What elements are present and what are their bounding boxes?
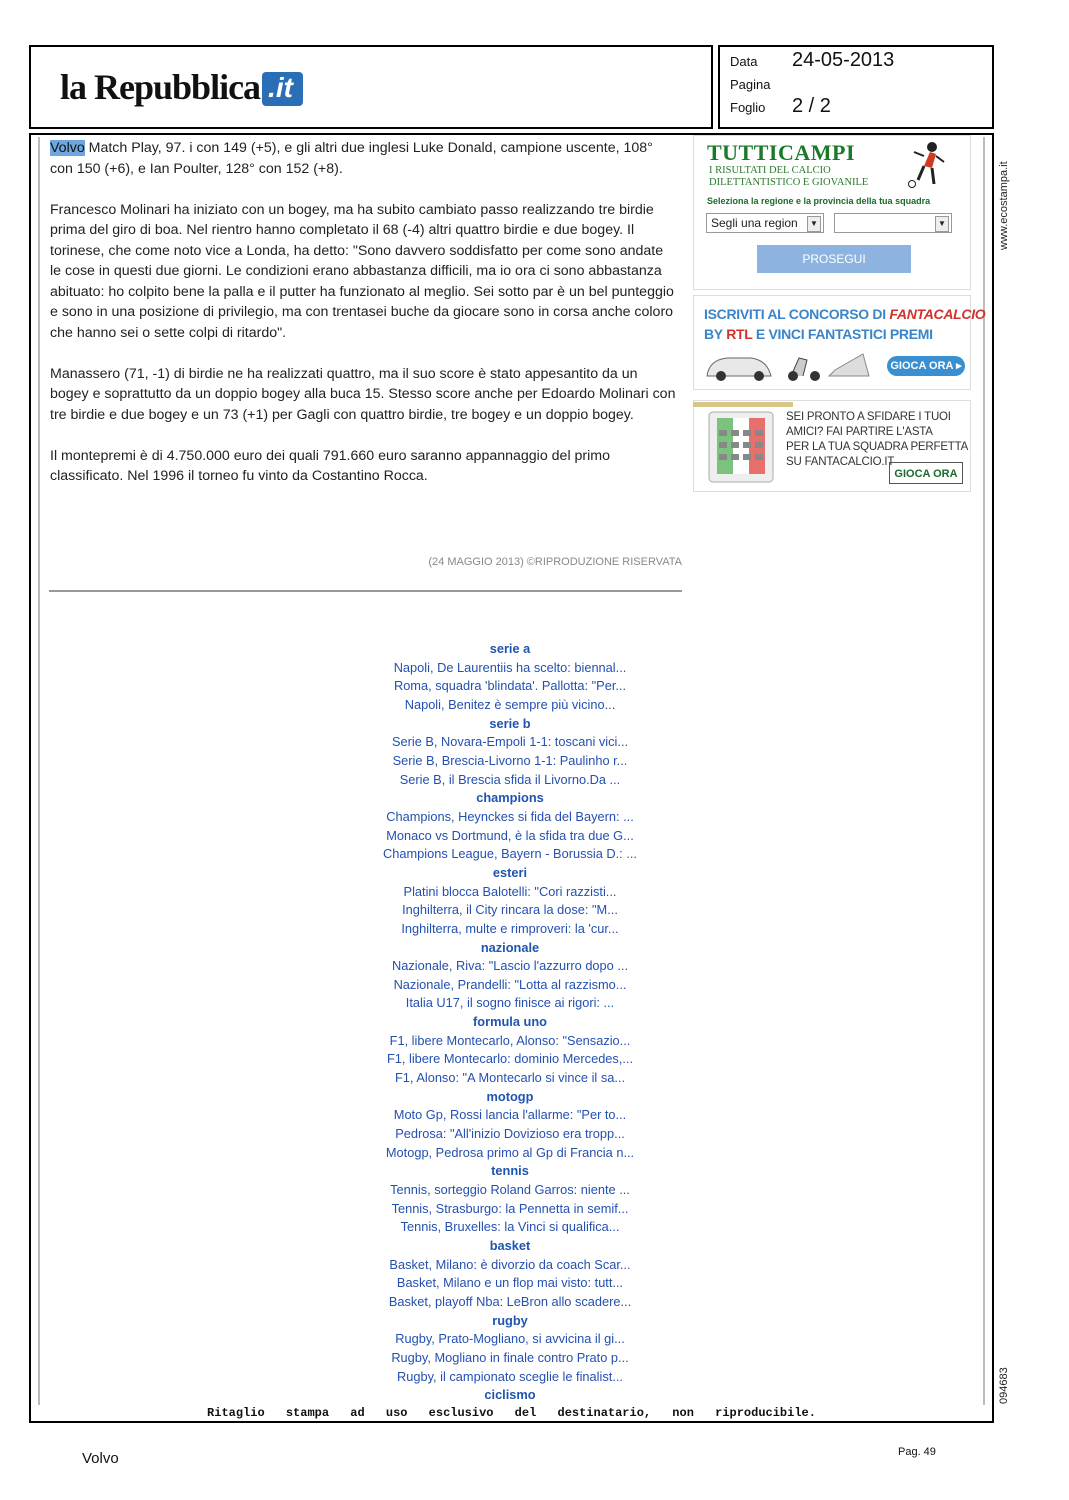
fantacalcio-line1: ISCRIVITI AL CONCORSO DI — [704, 306, 890, 322]
news-link[interactable]: Serie B, Novara-Empoli 1-1: toscani vici... — [391, 734, 629, 750]
section-heading[interactable]: rugby — [492, 1312, 528, 1328]
news-link[interactable]: Italia U17, il sogno finisce ai rigori: ... — [405, 995, 615, 1011]
news-link[interactable]: Basket, Milano e un flop mai visto: tutt... — [396, 1275, 624, 1291]
section-heading[interactable]: champions — [476, 790, 544, 806]
asta-ad-line: SU FANTACALCIO.IT — [786, 456, 895, 468]
news-link[interactable]: Champions, Heynckes si fida del Bayern: ... — [386, 808, 634, 824]
news-link[interactable]: F1, Alonso: "A Montecarlo si vince il sa... — [394, 1070, 625, 1086]
news-link[interactable]: Monaco vs Dortmund, è la sfida tra due G... — [386, 827, 634, 843]
section-heading[interactable]: motogp — [486, 1088, 534, 1104]
province-select[interactable] — [834, 213, 952, 233]
news-link[interactable]: Rugby, Prato-Mogliano, si avvicina il gi... — [395, 1331, 625, 1347]
news-link[interactable]: Basket, playoff Nba: LeBron allo scadere... — [388, 1293, 632, 1309]
news-link[interactable]: Serie B, Brescia-Livorno 1-1: Paulinho r... — [392, 752, 628, 768]
chevron-down-icon: ▼ — [807, 216, 821, 232]
chevron-down-icon: ▼ — [935, 216, 949, 232]
asta-ad-line: PER LA TUA SQUADRA PERFETTA — [786, 441, 969, 453]
clipping-code: 094683 — [998, 1367, 1010, 1404]
fantacalcio-brand: FANTACALCIO — [889, 306, 986, 322]
gioca-ora-button[interactable]: GIOCA ORA ▸ — [887, 356, 965, 376]
inner-border-left — [38, 137, 40, 1405]
article-paragraph-1 — [50, 138, 678, 179]
news-link[interactable]: F1, libere Montecarlo, Alonso: "Sensazio... — [389, 1032, 631, 1048]
section-heading[interactable]: esteri — [492, 864, 528, 880]
fantacalcio-ad-text — [704, 304, 985, 344]
news-link[interactable]: Inghilterra, multe e rimproveri: la 'cur... — [401, 920, 619, 936]
news-link[interactable]: Nazionale, Riva: "Lascio l'azzurro dopo ... — [391, 958, 629, 974]
rtl-logo: RTL — [726, 326, 753, 342]
prosegui-button[interactable]: PROSEGUI — [757, 245, 911, 273]
news-link[interactable]: Motogp, Pedrosa primo al Gp di Francia n... — [385, 1144, 635, 1160]
news-link[interactable]: Rugby, Mogliano in finale contro Prato p... — [391, 1349, 629, 1365]
section-heading[interactable]: formula uno — [473, 1014, 547, 1030]
article-paragraph-4: Il montepremi è di 4.750.000 euro dei quali 791.660 euro saranno appannaggio del primo classificato. Nel 1996 il torneo fu vinto da Costantino Rocca. — [50, 447, 611, 484]
article-divider — [49, 590, 682, 592]
tutticampi-subtitle — [709, 165, 868, 189]
gioca-ora-outline-button[interactable]: GIOCA ORA — [889, 462, 963, 484]
tutticampi-title: TUTTICAMPI — [707, 140, 856, 165]
clipping-notice: Ritaglio stampa ad uso esclusivo del destinatario, non riproducibile. — [207, 1406, 816, 1420]
sports-sections-list — [330, 640, 690, 1405]
section-heading[interactable]: serie b — [489, 715, 531, 731]
paragraph-1-text: Match Play, 97. i con 149 (+5), e gli altri due inglesi Luke Donald, campione uscente, 108° con 150 (+6), e Ian Poulter, 128° con 152 (+8). — [50, 140, 653, 177]
asta-ad-line: SEI PRONTO A SFIDARE I TUOI — [786, 411, 951, 423]
logo-it-badge: .it — [262, 72, 303, 106]
foglio-value: 2 / 2 — [792, 95, 831, 117]
ad-top-strip — [693, 402, 793, 407]
fantacalcio-line2-rest: E VINCI FANTASTICI PREMI — [752, 326, 933, 342]
logo-main-text: la Repubblica — [60, 67, 261, 107]
tutticampi-select-label: Seleziona la regione e la provincia della tua squadra — [707, 196, 931, 206]
article-body — [50, 138, 678, 507]
data-label: Data — [730, 54, 758, 69]
tutticampi-subtitle-line: DILETTANTISTICO E GIOVANILE — [709, 177, 869, 188]
calculator-flag-icon — [705, 408, 777, 486]
news-link[interactable]: Rugby, il campionato sceglie le finalist... — [397, 1368, 623, 1384]
news-link[interactable]: Serie B, il Brescia sfida il Livorno.Da ... — [399, 771, 621, 787]
tutticampi-subtitle-line: I RISULTATI DEL CALCIO — [709, 165, 831, 176]
news-link[interactable]: Napoli, Benitez è sempre più vicino... — [404, 696, 616, 712]
news-link[interactable]: Tennis, sorteggio Roland Garros: niente ... — [390, 1182, 630, 1198]
article-paragraph-2: Francesco Molinari ha iniziato con un bogey, ma ha subito cambiato passo realizzando tre birdie prima del giro di boa. Nel rientro hanno completato il 68 (-4) altri quattro birdie e due bogey. Il torinese, che come noto vice a Londa, ha detto: "Sono davvero soddisfatto per come sono andate le cose in questi due giorni. Le condizioni erano abbastanza difficili, ma io ora ci sono abbastanza abituato: ho colpito bene la palla e il putter ha funzionato al meglio. Sei sotto par è un bel punteggio e sono in una posizione di privilegio, ma con trentasei buche da giocare sono in corsa anche coloro che hanno sei o sette colpi di ritardo". — [50, 201, 674, 341]
section-heading[interactable]: basket — [489, 1238, 531, 1253]
prizes-image — [703, 346, 873, 382]
section-heading[interactable]: tennis — [491, 1163, 529, 1179]
news-link[interactable]: Tennis, Bruxelles: la Vinci si qualifica... — [400, 1219, 620, 1235]
footballer-icon — [900, 140, 950, 190]
news-link[interactable]: Tennis, Strasburgo: la Pennetta in semif... — [391, 1200, 629, 1216]
repubblica-logo — [60, 66, 303, 116]
section-heading[interactable]: serie a — [489, 641, 531, 656]
data-value: 24-05-2013 — [792, 49, 895, 71]
news-link[interactable]: Pedrosa: "All'inizio Dovizioso era tropp... — [395, 1126, 625, 1142]
fantacalcio-line2-by: BY — [704, 326, 727, 342]
section-heading[interactable]: nazionale — [480, 939, 540, 955]
copyright-credit: (24 MAGGIO 2013) ©RIPRODUZIONE RISERVATA — [428, 556, 682, 568]
region-select-value: Segli una region — [711, 216, 798, 230]
article-paragraph-3: Manassero (71, -1) di birdie ne ha realizzati quattro, ma il suo score è stato appesantito da un bogey e soprattutto da un doppio bogey alla buca 15. Stesso score anche per Edoardo Molinari con tre birdie e due bogey e un 73 (+1) per Gagli con quattro birdie, tre bogey e un doppio bogey. — [50, 365, 676, 423]
region-select[interactable] — [706, 213, 824, 233]
news-link[interactable]: Champions League, Bayern - Borussia D.: ... — [383, 846, 637, 862]
ecostampa-url: www.ecostampa.it — [998, 161, 1010, 250]
pagina-label: Pagina — [730, 77, 771, 92]
news-link[interactable]: Platini blocca Balotelli: "Cori razzisti... — [403, 883, 617, 899]
news-link[interactable]: Roma, squadra 'blindata'. Pallotta: "Per... — [393, 678, 627, 694]
news-link[interactable]: Basket, Milano: è divorzio da coach Scar... — [389, 1256, 631, 1272]
asta-ad-line: AMICI? FAI PARTIRE L'ASTA — [786, 426, 933, 438]
news-link[interactable]: Napoli, De Laurentiis ha scelto: biennal... — [393, 659, 627, 675]
news-link[interactable]: Moto Gp, Rossi lancia l'allarme: "Per to... — [393, 1107, 627, 1123]
news-link[interactable]: Inghilterra, il City rincara la dose: "M... — [402, 902, 618, 918]
news-link[interactable]: F1, libere Montecarlo: dominio Mercedes,... — [386, 1051, 634, 1067]
asta-ad-text — [786, 410, 968, 470]
keyword-highlight: Volvo — [50, 140, 85, 156]
page-number: Pag. 49 — [898, 1446, 936, 1458]
foglio-label: Foglio — [730, 100, 766, 115]
section-heading[interactable]: ciclismo — [484, 1387, 536, 1403]
news-link[interactable]: Nazionale, Prandelli: "Lotta al razzismo... — [393, 976, 627, 992]
footer-brand: Volvo — [82, 1450, 119, 1467]
